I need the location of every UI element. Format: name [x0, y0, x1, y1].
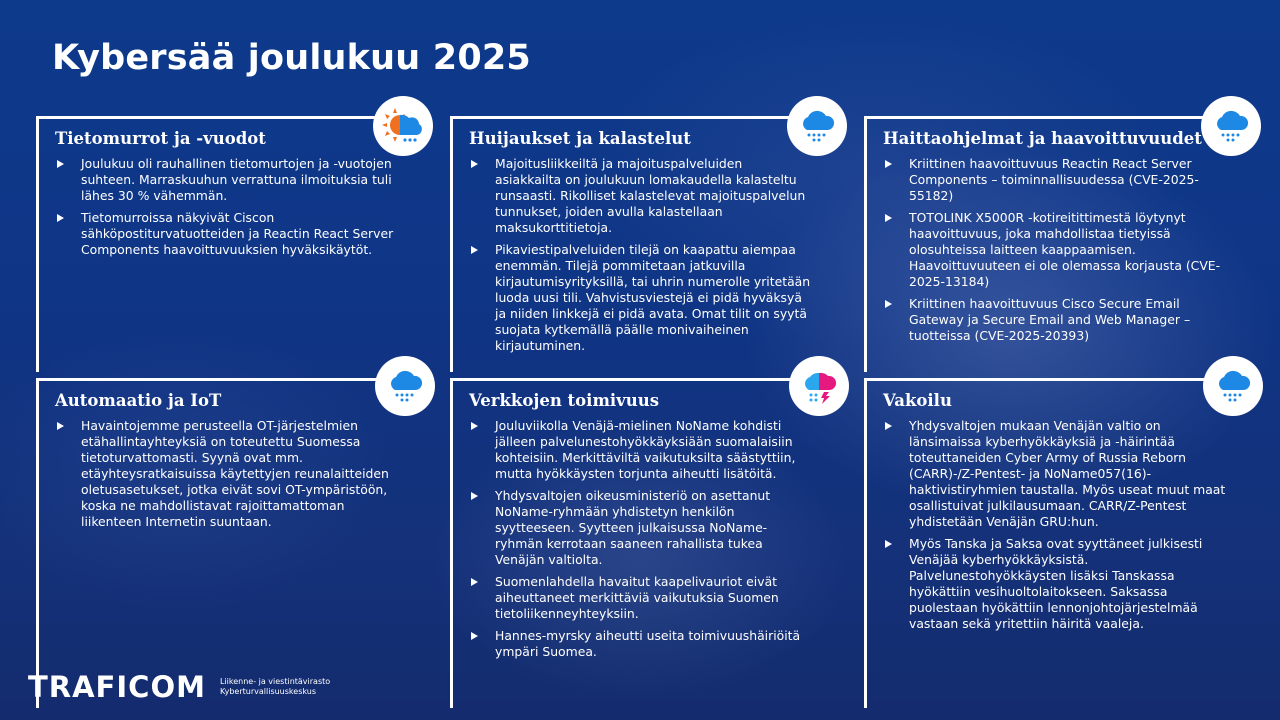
card-automaatio: [36, 378, 406, 708]
bullet-list: [55, 156, 398, 264]
list-item: Havaintojemme perusteella OT-järjestelmien etähallintayhteyksiä on toteutettu Suomessa tietoturvattomasti. Syynä ovat mm. etäyhteysratkaisuissa käytettyjen reunalaitteiden oletusasetukset, jotka eivät sovi OT-ympäristöön, koska ne mahdollistavat rajoittamattoman liikenteen Internetin suuntaan.: [55, 418, 398, 530]
bullet-arrow-icon: [57, 214, 64, 222]
bullet-list: [883, 418, 1226, 638]
card-heading: Huijaukset ja kalastelut: [469, 129, 691, 148]
card-verkkojen-toimivuus: [450, 378, 820, 708]
card-haittaohjelmat: [864, 116, 1234, 372]
agency-name: Liikenne- ja viestintävirasto Kyberturvallisuuskeskus: [219, 677, 331, 696]
list-item: Tietomurroissa näkyivät Ciscon sähköpostiturvatuotteiden ja Reactin React Server Components haavoittuvuuksien hyväksikäytöt.: [55, 210, 398, 258]
list-item: Kriittinen haavoittuvuus Reactin React Server Components – toiminnallisuudessa (CVE-2025-55182): [883, 156, 1226, 204]
list-item: Joulukuu oli rauhallinen tietomurtojen ja -vuotojen suhteen. Marraskuuhun verrattuna ilmoituksia tuli lähes 30 % vähemmän.: [55, 156, 398, 204]
bullet-arrow-icon: [471, 632, 478, 640]
bullet-arrow-icon: [57, 160, 64, 168]
card-vakoilu: [864, 378, 1234, 708]
bullet-arrow-icon: [885, 300, 892, 308]
list-item: Pikaviestipalveluiden tilejä on kaapattu aiempaa enemmän. Tilejä pommitetaan jatkuvilla kirjautumisyrityksillä, tai uhrin numerolle yritetään luoda uusi tili. Vahvistusviestejä ei pidä hyväksyä ja niiden linkkejä ei pidä avata. Omat tilit on syytä suojata kytkemällä päälle monivaiheinen kirjautuminen.: [469, 242, 812, 354]
rain-cloud-icon: [1201, 96, 1261, 156]
card-huijaukset: [450, 116, 820, 372]
card-heading: Tietomurrot ja -vuodot: [55, 129, 266, 148]
card-heading: Automaatio ja IoT: [55, 391, 222, 410]
bullet-list: [55, 418, 398, 536]
rain-cloud-icon: [375, 356, 435, 416]
page-title: Kybersää joulukuu 2025: [52, 38, 531, 78]
bullet-list: [883, 156, 1226, 350]
bullet-arrow-icon: [471, 578, 478, 586]
traficom-logo: [28, 670, 330, 704]
partly-sunny-rain-icon: [373, 96, 433, 156]
list-item: Jouluviikolla Venäjä-mielinen NoName kohdisti jälleen palvelunestohyökkäyksiään suomalaisiin kohteisiin. Merkittäviltä vaikutuksilta säästyttiin, mutta hyökkäysten torjunta aiheutti lisätöitä.: [469, 418, 812, 482]
bullet-arrow-icon: [885, 540, 892, 548]
card-heading: Haittaohjelmat ja haavoittuvuudet: [883, 129, 1202, 148]
storm-cloud-icon: [789, 356, 849, 416]
list-item: Myös Tanska ja Saksa ovat syyttäneet julkisesti Venäjää kyberhyökkäyksistä. Palvelunestohyökkäysten lisäksi Tanskassa hyökättiin vesihuoltolaitokseen. Saksassa puolestaan hyökättiin lennonjohtojärjestelmää vastaan sekä yritettiin häiritä vaaleja.: [883, 536, 1226, 632]
list-item: TOTOLINK X5000R -kotireitittimestä löytynyt haavoittuvuus, joka mahdollistaa tietyissä olosuhteissa laitteen kaappaamisen. Haavoittuvuuteen ei ole olemassa korjausta (CVE-2025-13184): [883, 210, 1226, 290]
rain-cloud-icon: [787, 96, 847, 156]
bullet-list: [469, 156, 812, 360]
list-item: Suomenlahdella havaitut kaapelivauriot eivät aiheuttaneet merkittäviä vaikutuksia Suomen tietoliikenneyhteyksiin.: [469, 574, 812, 622]
logo-wordmark: TRAFICOM: [28, 670, 206, 704]
card-heading: Vakoilu: [883, 391, 952, 410]
bullet-arrow-icon: [471, 492, 478, 500]
card-tietomurrot: [36, 116, 406, 372]
bullet-arrow-icon: [471, 246, 478, 254]
list-item: Yhdysvaltojen oikeusministeriö on asettanut NoName-ryhmään yhdistetyn henkilön syytteeseen. Syytteen julkaisussa NoName-ryhmän kerrotaan saaneen rahallista tukea Venäjän valtiolta.: [469, 488, 812, 568]
card-heading: Verkkojen toimivuus: [469, 391, 660, 410]
bullet-list: [469, 418, 812, 666]
bullet-arrow-icon: [471, 422, 478, 430]
rain-cloud-icon: [1203, 356, 1263, 416]
bullet-arrow-icon: [57, 422, 64, 430]
list-item: Hannes-myrsky aiheutti useita toimivuushäiriöitä ympäri Suomea.: [469, 628, 812, 660]
bullet-arrow-icon: [885, 214, 892, 222]
list-item: Majoitusliikkeiltä ja majoituspalveluiden asiakkailta on joulukuun lomakaudella kalasteltu runsaasti. Rikolliset kalastelevat majoituspalvelun tunnukset, joiden avulla kalastellaan maksukorttitietoja.: [469, 156, 812, 236]
bullet-arrow-icon: [885, 160, 892, 168]
bullet-arrow-icon: [471, 160, 478, 168]
list-item: Yhdysvaltojen mukaan Venäjän valtio on länsimaissa kyberhyökkäyksiä ja -häirintää toteuttaneiden Cyber Army of Russia Reborn (CARR)-/Z-Pentest- ja NoName057(16)-haktivistiryhmien taustalla. Myös useat muut maat osallistuivat julkilausumaan. CARR/Z-Pentest yhdistetään Venäjän GRU:hun.: [883, 418, 1226, 530]
list-item: Kriittinen haavoittuvuus Cisco Secure Email Gateway ja Secure Email and Web Manager –tuotteissa (CVE-2025-20393): [883, 296, 1226, 344]
bullet-arrow-icon: [885, 422, 892, 430]
